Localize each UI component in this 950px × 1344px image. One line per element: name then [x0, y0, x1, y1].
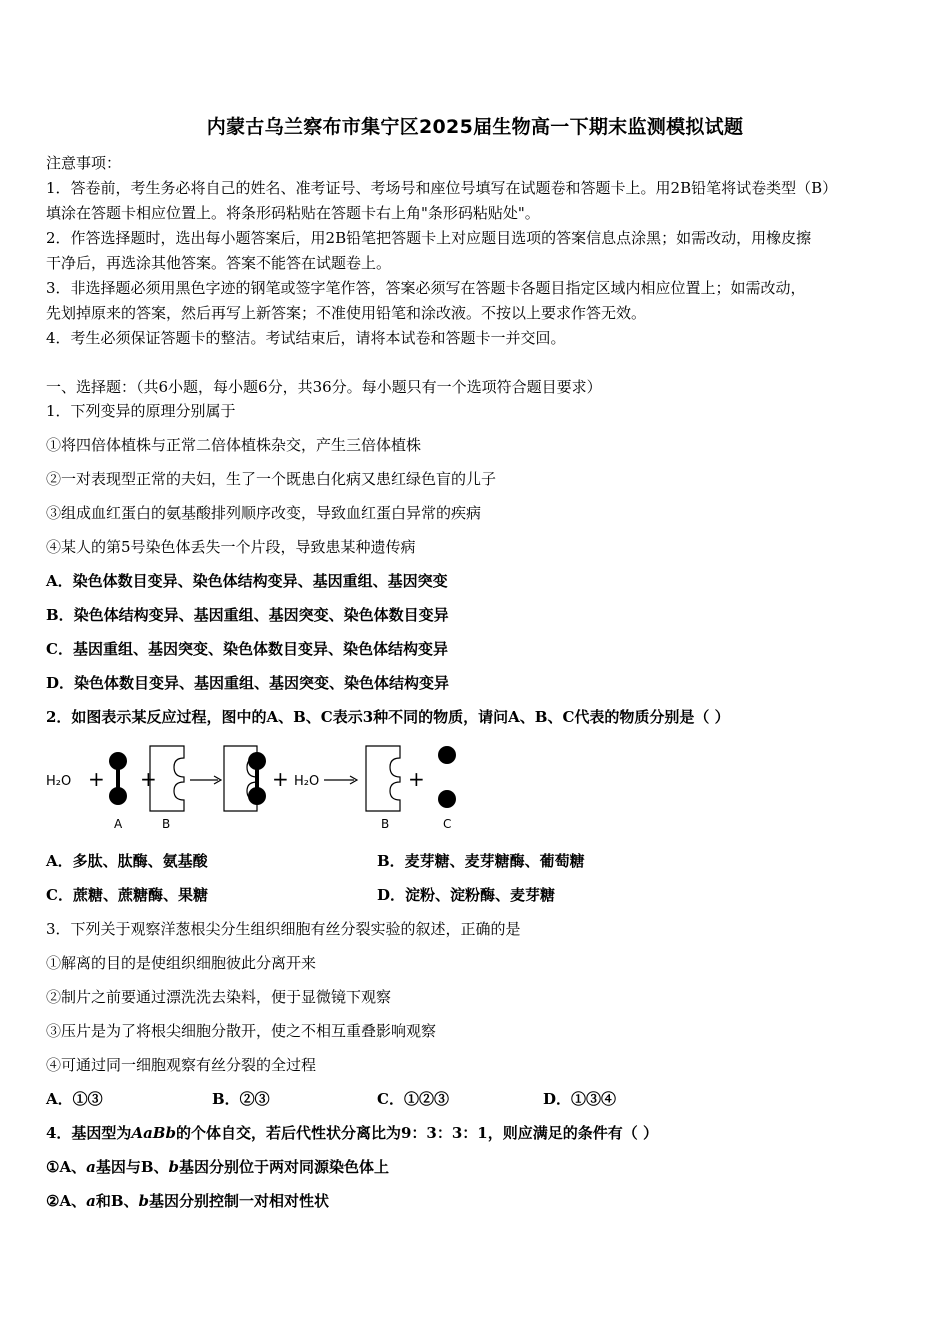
plus-sign: + — [272, 767, 289, 791]
label-a: A — [114, 817, 123, 831]
q4-gene-italic: b — [138, 1192, 150, 1210]
q2-option-b: B．麦芽糖、麦芽糖酶、葡萄糖 — [377, 852, 585, 870]
plus-sign: + — [88, 767, 105, 791]
q2-option-d: D．淀粉、淀粉酶、麦芽糖 — [377, 886, 556, 904]
complex-a-bottom — [248, 787, 266, 805]
product-c-bottom — [438, 790, 456, 808]
q1-option-a: A．染色体数目变异、染色体结构变异、基因重组、基因突变 — [46, 572, 448, 590]
q1-item: ①将四倍体植株与正常二倍体植株杂交，产生三倍体植株 — [46, 436, 422, 454]
notice-line: 4．考生必须保证答题卡的整洁。考试结束后，请将本试卷和答题卡一并交回。 — [46, 329, 566, 347]
notice-line: 3．非选择题必须用黑色字迹的钢笔或签字笔作答，答案必须写在答题卡各题目指定区域内相应位置上；如需改动， — [46, 279, 806, 297]
q2-option-c: C．蔗糖、蔗糖酶、果糖 — [46, 886, 208, 904]
plus-sign: + — [408, 767, 425, 791]
q4-item-text: 基因与B、 — [95, 1158, 169, 1176]
q4-stem — [46, 1123, 912, 1143]
q3-item: ①解离的目的是使组织细胞彼此分离开来 — [46, 954, 317, 972]
q3-item: ④可通过同一细胞观察有丝分裂的全过程 — [46, 1056, 317, 1074]
q4-item-text: ①A、 — [46, 1158, 87, 1176]
h2o-label-left: H₂O — [46, 774, 72, 789]
q4-gene: AaBb — [131, 1124, 176, 1142]
q4-gene-italic: a — [86, 1192, 96, 1210]
q3-option-b: B．②③ — [212, 1090, 270, 1108]
notice-line: 1．答卷前，考生务必将自己的姓名、准考证号、考场号和座位号填写在试题卷和答题卡上。用2B铅笔将试卷类型（B） — [46, 179, 838, 197]
q1-item: ③组成血红蛋白的氨基酸排列顺序改变，导致血红蛋白异常的疾病 — [46, 504, 482, 522]
section-heading: 一、选择题：（共6小题，每小题6分，共36分。每小题只有一个选项符合题目要求） — [46, 378, 602, 396]
q3-option-d: D．①③④ — [543, 1090, 617, 1108]
q4-stem-pre: 4．基因型为 — [46, 1124, 132, 1142]
q3-option-a: A．①③ — [46, 1090, 103, 1108]
q3-stem: 3．下列关于观察洋葱根尖分生组织细胞有丝分裂实验的叙述，正确的是 — [46, 920, 521, 938]
q4-item-text: 基因分别控制一对相对性状 — [149, 1192, 330, 1210]
plus-sign: + — [140, 767, 157, 791]
notice-line: 干净后，再选涂其他答案。答案不能答在试题卷上。 — [46, 254, 392, 272]
q4-stem-post: 的个体自交，若后代性状分离比为9：3：3：1，则应满足的条件有（ ） — [175, 1124, 658, 1142]
product-c-top — [438, 746, 456, 764]
label-b: B — [162, 817, 171, 831]
q4-item — [46, 1191, 912, 1211]
notice-line: 2．作答选择题时，选出每小题答案后，用2B铅笔把答题卡上对应题目选项的答案信息点涂黑；如需改动，用橡皮擦 — [46, 229, 812, 247]
q4-item-text: 和B、 — [95, 1192, 139, 1210]
q4-item-text: 基因分别位于两对同源染色体上 — [179, 1158, 390, 1176]
molecule-a-bottom — [109, 787, 127, 805]
q1-item: ②一对表现型正常的夫妇，生了一个既患白化病又患红绿色盲的儿子 — [46, 470, 497, 488]
enzyme-b-released — [366, 746, 400, 811]
label-b: B — [381, 817, 390, 831]
molecule-a-top — [109, 752, 127, 770]
q1-option-b: B．染色体结构变异、基因重组、基因突变、染色体数目变异 — [46, 606, 449, 624]
q1-item: ④某人的第5号染色体丢失一个片段，导致患某种遗传病 — [46, 538, 416, 556]
notice-line: 先划掉原来的答案，然后再写上新答案；不准使用铅笔和涂改液。不按以上要求作答无效。 — [46, 304, 647, 322]
complex-a-bond — [255, 768, 259, 788]
q1-option-d: D．染色体数目变异、基因重组、基因突变、染色体结构变异 — [46, 674, 450, 692]
q2-stem: 2．如图表示某反应过程，图中的A、B、C表示3种不同的物质，请问A、B、C代表的物质分别是（ ） — [46, 708, 730, 726]
q4-gene-italic: b — [168, 1158, 180, 1176]
q1-stem: 1．下列变异的原理分别属于 — [46, 402, 236, 420]
q2-option-a: A．多肽、肽酶、氨基酸 — [46, 852, 208, 870]
complex-a-top — [248, 752, 266, 770]
q3-item: ③压片是为了将根尖细胞分散开，使之不相互重叠影响观察 — [46, 1022, 437, 1040]
notice-line: 填涂在答题卡相应位置上。将条形码粘贴在答题卡右上角"条形码粘贴处"。 — [46, 204, 540, 222]
q3-option-c: C．①②③ — [377, 1090, 449, 1108]
q3-item: ②制片之前要通过漂洗洗去染料，便于显微镜下观察 — [46, 988, 392, 1006]
h2o-label-right: H₂O — [294, 774, 320, 789]
label-c: C — [443, 817, 452, 831]
reaction-diagram — [44, 740, 484, 835]
q1-option-c: C．基因重组、基因突变、染色体数目变异、染色体结构变异 — [46, 640, 448, 658]
notice-heading: 注意事项： — [46, 154, 122, 172]
q4-item-text: ②A、 — [46, 1192, 87, 1210]
molecule-a-bond — [116, 768, 120, 788]
q4-item — [46, 1157, 912, 1177]
q4-gene-italic: a — [86, 1158, 96, 1176]
page-title: 内蒙古乌兰察布市集宁区2025届生物高一下期末监测模拟试题 — [206, 116, 744, 138]
